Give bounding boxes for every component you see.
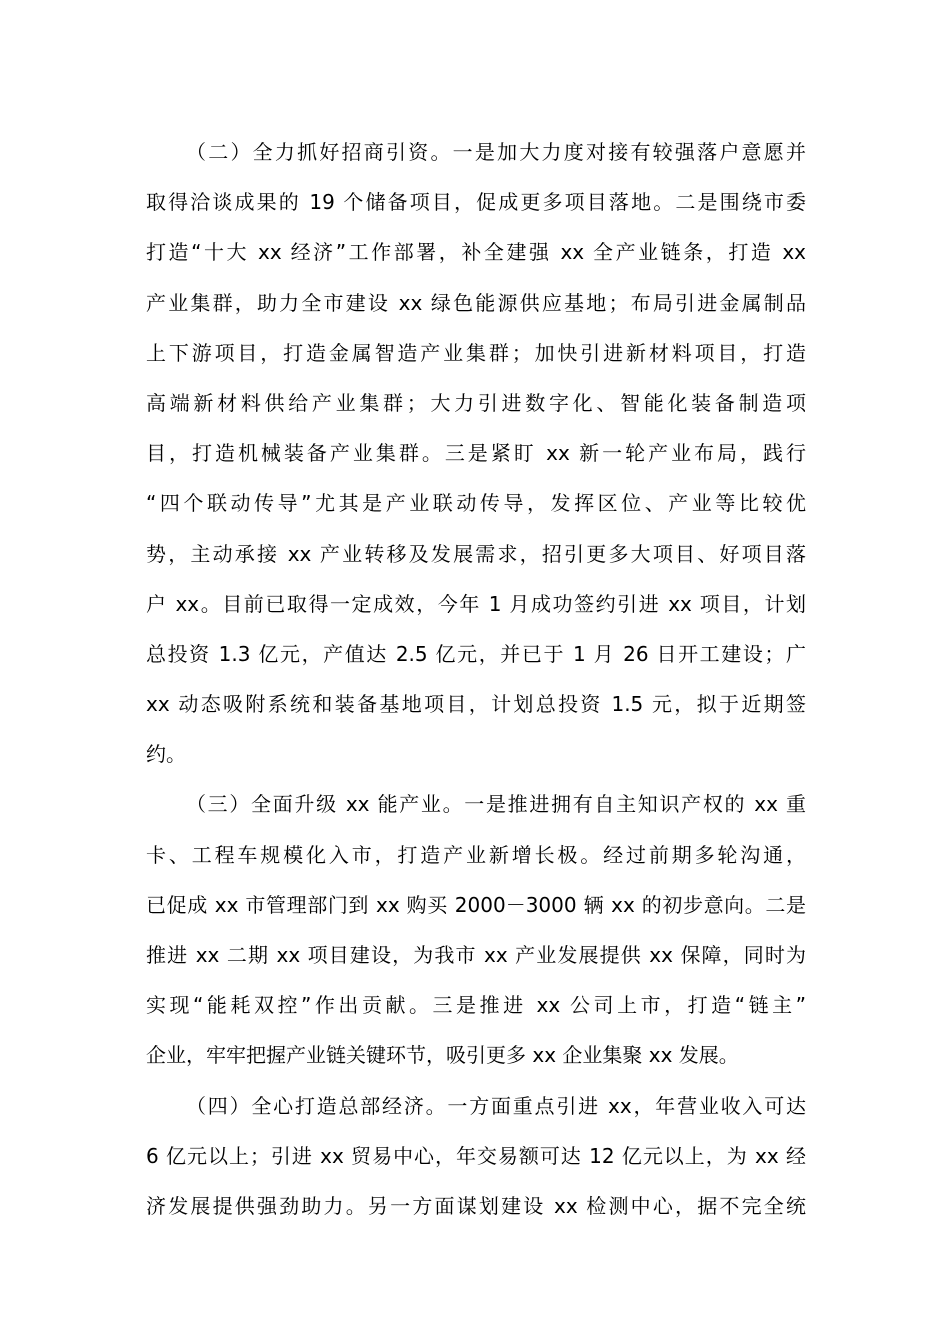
- paragraph-line: 6 亿元以上；引进 xx 贸易中心，年交易额可达 12 亿元以上，为 xx 经: [146, 1143, 806, 1168]
- paragraph-line: 推进 xx 二期 xx 项目建设，为我市 xx 产业发展提供 xx 保障，同时为: [146, 943, 806, 967]
- paragraph-line: 上下游项目，打造金属智造产业集群；加快引进新材料项目，打造: [146, 340, 806, 365]
- paragraph-line: 户 xx。目前已取得一定成效，今年 1 月成功签约引进 xx 项目，计划: [146, 591, 806, 616]
- paragraph-line: xx 动态吸附系统和装备基地项目，计划总投资 1.5 元，拟于近期签: [146, 692, 806, 717]
- document-body: [146, 127, 806, 1231]
- paragraph-line: 目，打造机械装备产业集群。三是紧盯 xx 新一轮产业布局，践行: [146, 441, 806, 466]
- paragraph-line: 实现“能耗双控”作出贡献。三是推进 xx 公司上市，打造“链主”: [146, 993, 806, 1018]
- paragraph-line: 企业，牢牢把握产业链关键环节，吸引更多 xx 企业集聚 xx 发展。: [146, 1043, 739, 1068]
- paragraph-4: [146, 1081, 806, 1232]
- paragraph-line: 取得洽谈成果的 19 个储备项目，促成更多项目落地。二是围绕市委: [146, 190, 806, 215]
- paragraph-line: 卡、工程车规模化入市，打造产业新增长极。经过前期多轮沟通，: [146, 842, 806, 867]
- paragraph-line: 高端新材料供给产业集群；大力引进数字化、智能化装备制造项: [146, 390, 806, 415]
- paragraph-line: （三）全面升级 xx 能产业。一是推进拥有自主知识产权的 xx 重: [186, 792, 806, 817]
- paragraph-line: （二）全力抓好招商引资。一是加大力度对接有较强落户意愿并: [186, 140, 806, 164]
- paragraph-3: [146, 779, 806, 1080]
- paragraph-2: [146, 127, 806, 779]
- paragraph-line: 总投资 1.3 亿元，产值达 2.5 亿元，并已于 1 月 26 日开工建设；广: [146, 641, 806, 666]
- paragraph-line: 产业集群，助力全市建设 xx 绿色能源供应基地；布局引进金属制品: [146, 290, 806, 315]
- paragraph-line: 打造“十大 xx 经济”工作部署，补全建强 xx 全产业链条，打造 xx: [146, 240, 806, 265]
- paragraph-line: 济发展提供强劲助力。另一方面谋划建设 xx 检测中心，据不完全统: [146, 1193, 806, 1218]
- paragraph-line: 势，主动承接 xx 产业转移及发展需求，招引更多大项目、好项目落: [146, 541, 806, 566]
- paragraph-line: （四）全心打造总部经济。一方面重点引进 xx，年营业收入可达: [186, 1093, 806, 1118]
- paragraph-line: 已促成 xx 市管理部门到 xx 购买 2000－3000 辆 xx 的初步意向。二是: [146, 892, 806, 917]
- paragraph-line: “四个联动传导”尤其是产业联动传导，发挥区位、产业等比较优: [146, 491, 806, 516]
- paragraph-line: 约。: [146, 742, 186, 767]
